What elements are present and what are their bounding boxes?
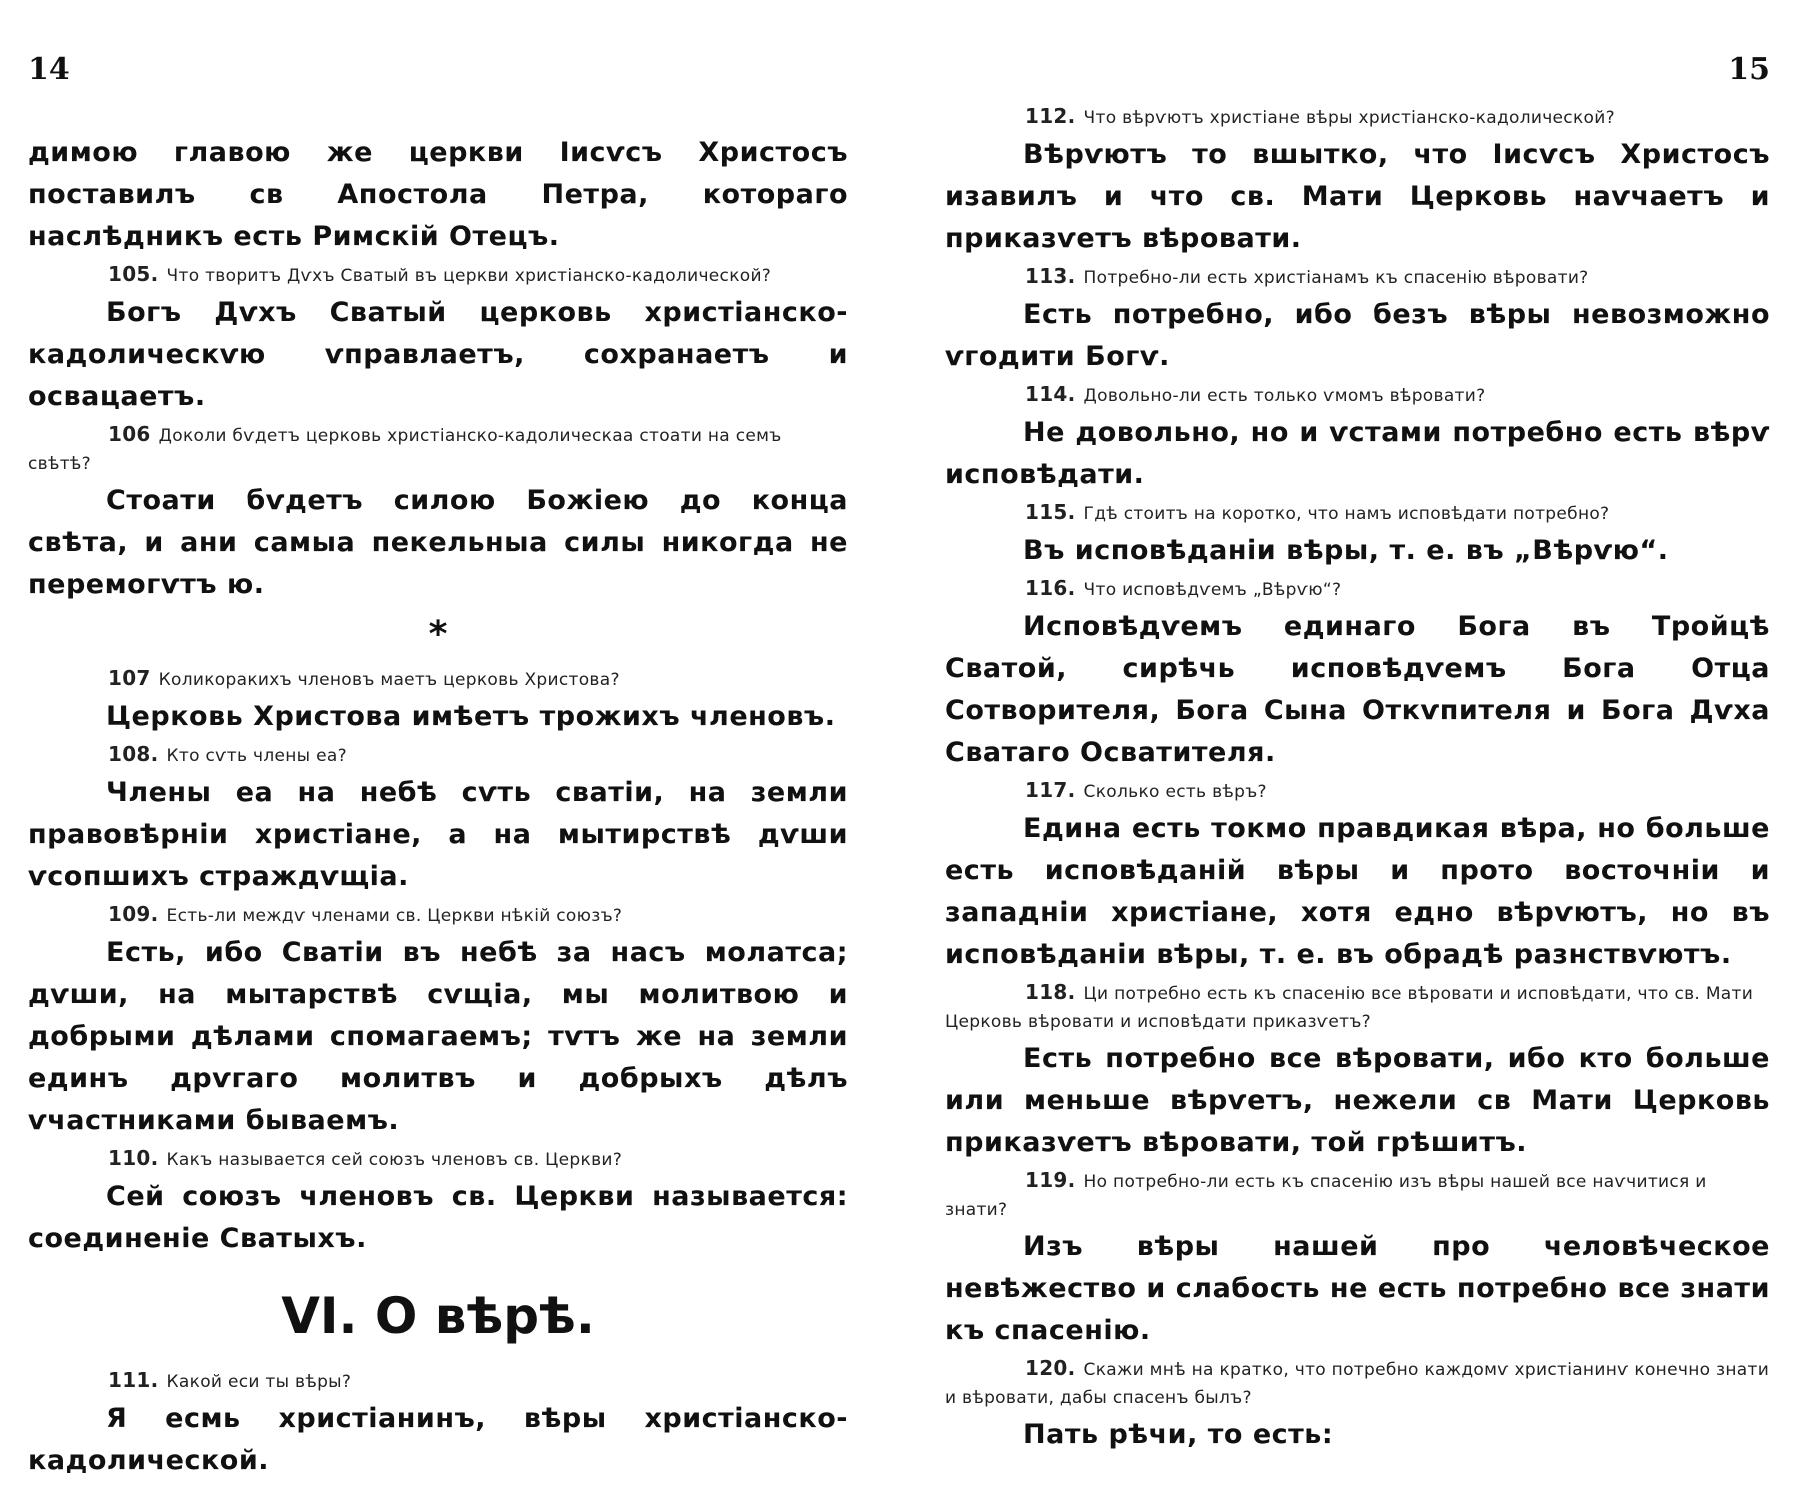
question-number: 119. — [1025, 1168, 1076, 1192]
question-number: 117. — [1025, 778, 1076, 802]
question-number: 108. — [108, 742, 159, 766]
answer-text: Пать рѣчи, то есть: — [1023, 1419, 1334, 1450]
answer-text: Стоати бѵдетъ силою Божіею до конца свѣта, и ани самыа пекельныа силы никогда не перемогѵтъ ю. — [28, 485, 848, 600]
question-number: 105. — [108, 262, 159, 286]
answer-text: Едина есть токмо правдикая вѣра, но больше есть исповѣданій вѣры и прото восточніи и западніи христіане, хотя едно вѣрѵютъ, но въ исповѣданіи вѣры, т. е. въ обрадѣ разнствѵютъ. — [945, 813, 1770, 970]
question-number: 110. — [108, 1146, 159, 1170]
question-116 — [945, 574, 1770, 604]
answer-108 — [28, 772, 848, 898]
answer-117 — [945, 808, 1770, 976]
answer-110 — [28, 1176, 848, 1260]
question-text: Коликоракихъ членовъ маетъ церковь Христова? — [158, 670, 620, 690]
page-number-left: 14 — [28, 52, 70, 87]
answer-119 — [945, 1226, 1770, 1352]
question-text: Ци потребно есть къ спасенію все вѣровати и исповѣдати, что св. Мати Церковь вѣровати и исповѣдати приказѵетъ? — [945, 984, 1754, 1032]
question-111 — [28, 1366, 848, 1396]
question-120 — [945, 1354, 1770, 1412]
section-title: VI. О вѣрѣ. — [281, 1287, 595, 1345]
question-number: 116. — [1025, 576, 1076, 600]
answer-112 — [945, 134, 1770, 260]
question-number: 114. — [1025, 382, 1076, 406]
answer-text: Исповѣдѵемъ единаго Бога въ Тройцѣ Сватой, сирѣчь исповѣдѵемъ Бога Отца Сотворителя, Бога Сына Откѵпителя и Бога Дѵха Сватаго Осватителя. — [945, 611, 1770, 768]
answer-113 — [945, 294, 1770, 378]
answer-text: Вѣрѵютъ то вшытко, что Іисѵсъ Христосъ изавилъ и что св. Мати Церковь наѵчаетъ и приказѵетъ вѣровати. — [945, 139, 1770, 254]
question-number: 112. — [1025, 104, 1076, 128]
question-114 — [945, 380, 1770, 410]
question-108 — [28, 740, 848, 770]
answer-text: Церковь Христова имѣетъ трожихъ членовъ. — [106, 701, 836, 732]
question-text: Что исповѣдѵемъ „Вѣрѵю“? — [1083, 580, 1342, 600]
left-page — [28, 0, 848, 1500]
page-number-right: 15 — [1728, 52, 1770, 87]
answer-118 — [945, 1038, 1770, 1164]
question-text: Доколи бѵдетъ церковь христіанско-кадолическаа стоати на семъ свѣтѣ? — [28, 426, 782, 474]
question-number: 106 — [108, 422, 151, 446]
intro-paragraph: димою главою же церкви Іисѵсъ Христосъ поставилъ св Апостола Петра, котораго наслѣдникъ есть Римскій Отецъ. — [28, 137, 848, 252]
question-105 — [28, 260, 848, 290]
answer-111 — [28, 1398, 848, 1482]
question-107 — [28, 664, 848, 694]
answer-107 — [28, 696, 848, 738]
answer-text: Я есмь христіанинъ, вѣры христіанско-кадолической. — [28, 1403, 848, 1476]
answer-text: Есть потребно, ибо безъ вѣры невозможно ѵгодити Богѵ. — [945, 299, 1770, 372]
question-text: Скажи мнѣ на кратко, что потребно каждомѵ христіанинѵ конечно знати и вѣровати, дабы спасенъ былъ? — [945, 1360, 1770, 1408]
left-page-body — [28, 132, 848, 1482]
question-112 — [945, 102, 1770, 132]
question-106 — [28, 420, 848, 478]
question-110 — [28, 1144, 848, 1174]
answer-text: Есть, ибо Сватіи въ небѣ за насъ молатса; дѵши, на мытарствѣ сѵщіа, мы молитвою и добрыми дѣлами спомагаемъ; тѵтъ же на земли единъ дрѵгаго молитвъ и добрыхъ дѣлъ ѵчастниками бываемъ. — [28, 937, 848, 1136]
question-115 — [945, 498, 1770, 528]
question-119 — [945, 1166, 1770, 1224]
right-page-body — [945, 100, 1770, 1456]
answer-text: Не довольно, но и ѵстами потребно есть вѣрѵ исповѣдати. — [945, 417, 1770, 490]
answer-text: Богъ Дѵхъ Сватый церковь христіанско-кадолическѵю ѵправлаетъ, сохранаетъ и освацаетъ. — [28, 297, 848, 412]
question-117 — [945, 776, 1770, 806]
answer-text: Въ исповѣданіи вѣры, т. е. въ „Вѣрѵю“. — [1023, 535, 1669, 566]
right-page — [945, 0, 1770, 1500]
question-number: 109. — [108, 902, 159, 926]
question-text: Довольно-ли есть только ѵмомъ вѣровати? — [1083, 386, 1486, 406]
answer-text: Члены еа на небѣ сѵть сватіи, на земли правовѣрніи христіане, а на мытирствѣ дѵши ѵсопшихъ страждѵщіа. — [28, 777, 848, 892]
question-text: Сколько есть вѣръ? — [1083, 782, 1267, 802]
question-text: Какой еси ты вѣры? — [166, 1372, 352, 1392]
question-113 — [945, 262, 1770, 292]
question-text: Какъ называется сей союзъ членовъ св. Церкви? — [166, 1150, 623, 1170]
question-text: Что творитъ Дѵхъ Сватый въ церкви христіанско-кадолической? — [166, 266, 772, 286]
answer-109 — [28, 932, 848, 1142]
answer-text: Изъ вѣры нашей про человѣческое невѣжество и слабость не есть потребно все знати къ спасенію. — [945, 1231, 1770, 1346]
question-text: Но потребно-ли есть къ спасенію изъ вѣры нашей все наѵчитися и знати? — [945, 1172, 1707, 1220]
question-number: 120. — [1025, 1356, 1076, 1380]
question-109 — [28, 900, 848, 930]
question-number: 111. — [108, 1368, 159, 1392]
answer-105 — [28, 292, 848, 418]
question-text: Что вѣрѵютъ христіане вѣры христіанско-кадолической? — [1083, 108, 1615, 128]
answer-116 — [945, 606, 1770, 774]
asterisk-separator: * — [428, 614, 448, 655]
question-text: Гдѣ стоитъ на коротко, что намъ исповѣдати потребно? — [1083, 504, 1610, 524]
question-number: 113. — [1025, 264, 1076, 288]
question-text: Потребно-ли есть христіанамъ къ спасенію вѣровати? — [1083, 268, 1589, 288]
question-text: Кто сѵть члены еа? — [166, 746, 347, 766]
answer-text: Есть потребно все вѣровати, ибо кто больше или меньше вѣрѵетъ, нежели св Мати Церковь приказѵетъ вѣровати, той грѣшитъ. — [945, 1043, 1770, 1158]
answer-120 — [945, 1414, 1770, 1456]
answer-106 — [28, 480, 848, 606]
question-text: Есть-ли междѵ членами св. Церкви нѣкій союзъ? — [166, 906, 623, 926]
answer-115 — [945, 530, 1770, 572]
question-number: 118. — [1025, 980, 1076, 1004]
question-number: 115. — [1025, 500, 1076, 524]
answer-text: Сей союзъ членовъ св. Церкви называется: соединеніе Сватыхъ. — [28, 1181, 848, 1254]
answer-114 — [945, 412, 1770, 496]
question-number: 107 — [108, 666, 151, 690]
question-118 — [945, 978, 1770, 1036]
